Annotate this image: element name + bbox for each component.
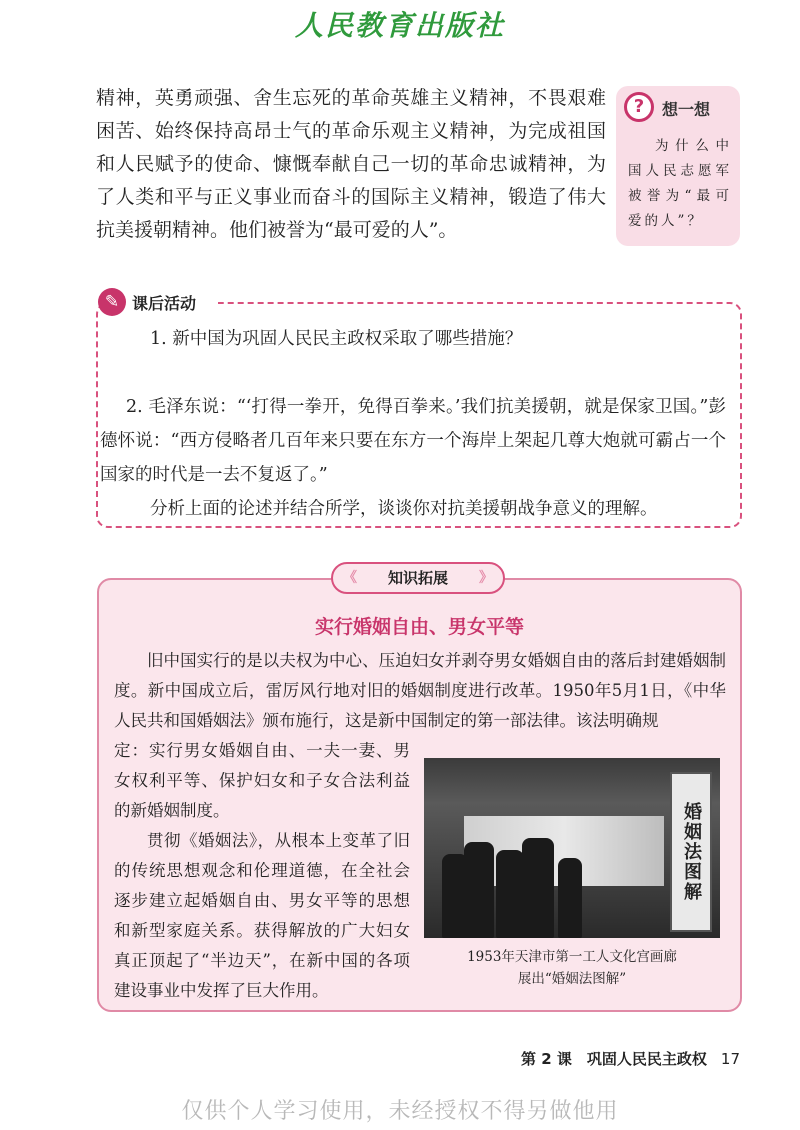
page-footer <box>521 1048 740 1069</box>
caption-line-2: 展出“婚姻法图解” <box>517 971 627 987</box>
visitor-figure <box>496 850 524 938</box>
badge-label: 知识拓展 <box>387 569 448 587</box>
knowledge-extension-badge <box>331 562 505 594</box>
visitor-figure <box>464 842 494 938</box>
think-text: 为什么中国人民志愿军被誉为“最可爱的人”？ <box>628 138 732 229</box>
extension-paragraph-1: 定：实行男女婚姻自由、一夫一妻、男女权利平等、保护妇女和子女合法利益的新婚姻制度。 <box>114 741 410 820</box>
caption-line-1: 1953年天津市第一工人文化宫画廊 <box>467 949 677 965</box>
question-icon: ? <box>624 92 654 122</box>
think-sidebar <box>616 86 740 246</box>
extension-paragraph-2: 贯彻《婚姻法》，从根本上变革了旧的传统思想观念和伦理道德，在全社会逐步建立起婚姻自由、男女平等的思想和新型家庭关系。获得解放的广大妇女真正顶起了“半边天”，在新中国的各项建设事业中发挥了巨大作用。 <box>114 831 410 1000</box>
activity-question-1: 1. 新中国为巩固人民民主政权采取了哪些措施？ <box>150 329 523 349</box>
chevron-right-icon: 》 <box>479 570 493 586</box>
extension-title: 实行婚姻自由、男女平等 <box>314 616 524 638</box>
activity-body <box>100 322 726 526</box>
usage-watermark: 仅供个人学习使用，未经授权不得另做他用 <box>181 1099 619 1124</box>
lesson-title: 第 2 课 巩固人民民主政权 <box>521 1050 707 1068</box>
photo-caption <box>424 946 720 990</box>
activity-question-2-task: 分析上面的论述并结合所学，谈谈你对抗美援朝战争意义的理解。 <box>150 499 658 519</box>
activity-question-2: 2. 毛泽东说：“‘打得一拳开，免得百拳来。’我们抗美援朝，就是保家卫国。”彭德怀说：“西方侵略者几百年来只要在东方一个海岸上架起几尊大炮就可霸占一个国家的时代是一去不复返了。” <box>100 397 726 485</box>
chevron-left-icon: 《 <box>343 570 357 586</box>
page-number: 17 <box>720 1050 740 1068</box>
extension-body <box>114 736 410 1006</box>
visitor-figure <box>522 838 554 938</box>
visitor-figure <box>558 858 582 938</box>
extension-intro: 旧中国实行的是以夫权为中心、压迫妇女并剥夺男女婚姻自由的落后封建婚姻制度。新中国成立后，雷厉风行地对旧的婚姻制度进行改革。1950年5月1日，《中华人民共和国婚姻法》颁布施行，这是新中国制定的第一部法律。该法明确规 <box>114 651 726 730</box>
pencil-icon: ✎ <box>98 288 126 316</box>
think-title: 想一想 <box>662 100 711 119</box>
main-paragraph: 精神，英勇顽强、舍生忘死的革命英雄主义精神，不畏艰难困苦、始终保持高昂士气的革命乐观主义精神，为完成祖国和人民赋予的使命、慷慨奉献自己一切的革命忠诚精神，为了人类和平与正义事业而奋斗的国际主义精神，锻造了伟大抗美援朝精神。他们被誉为“最可爱的人”。 <box>96 87 606 241</box>
exhibition-poster: 婚姻法图解 <box>670 772 712 932</box>
activity-title: 课后活动 <box>132 294 197 313</box>
exhibition-photo <box>424 758 720 938</box>
publisher-logo: 人民教育出版社 <box>294 9 505 42</box>
